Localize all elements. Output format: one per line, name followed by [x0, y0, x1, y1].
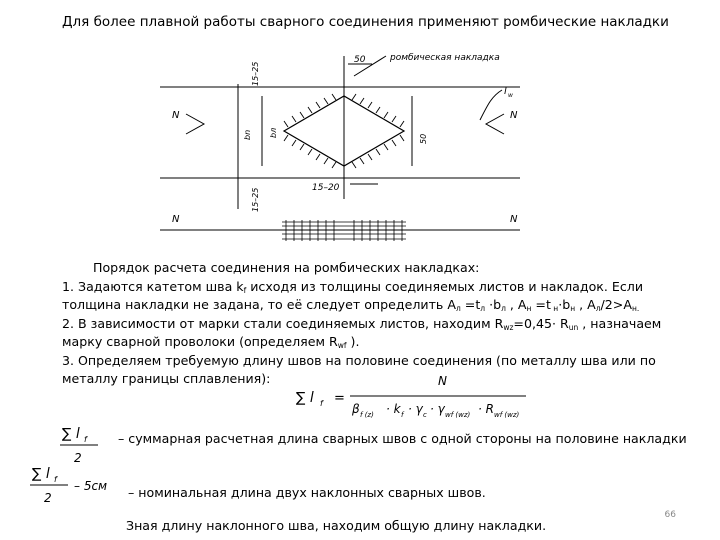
main-formula	[290, 370, 530, 420]
svg-text:· R: · R	[478, 402, 494, 416]
dim-bn: bn	[243, 129, 252, 140]
conclusion-text: Зная длину наклонного шва, находим общую длину накладки.	[126, 518, 547, 533]
svg-text:∑ l: ∑ l	[62, 426, 80, 442]
step-2-line-1: 2. В зависимости от марки стали соединяемых листов, находим $R_{wz}=0,45\cdot R_{un}$ , назначаем	[62, 316, 662, 332]
svg-text:wf (wz): wf (wz)	[494, 411, 520, 419]
force-label-left-upper: N	[172, 110, 180, 121]
svg-text:=: =	[334, 391, 345, 406]
dim-50-top: 50	[354, 55, 366, 65]
svg-text:f: f	[401, 411, 404, 419]
svg-text:wf (wz): wf (wz)	[445, 411, 471, 419]
step-2-line-2: марку сварной проволоки (определяем $R_{wf}$ ).	[62, 334, 360, 350]
force-arrow-right-upper	[486, 114, 504, 134]
svg-text:N: N	[438, 374, 447, 388]
svg-text:β: β	[352, 402, 360, 416]
svg-text:f: f	[320, 399, 323, 408]
weld-length-sub: w	[508, 92, 513, 99]
fraction-sum-half-minus	[28, 458, 128, 508]
svg-text:– 5см: – 5см	[74, 479, 108, 493]
svg-text:f: f	[84, 435, 87, 444]
svg-text:· γ: · γ	[408, 402, 423, 416]
step-1-line-1: 1. Задаются катетом шва $k_f$ исходя из толщины соединяемых листов и накладок. Если	[62, 279, 643, 295]
sum-description: – суммарная расчетная длина сварных швов с одной стороны на половине накладки	[118, 431, 687, 446]
svg-text:∑ l: ∑ l	[32, 466, 50, 482]
step-1-line-2: толщина накладки не задана, то её следует определить $A_л =t_л \cdot b_л$ , $A_н =t$ $_н\cdot b_н$ , $A_л/2>A_{н.}$	[62, 297, 640, 313]
svg-text:2: 2	[44, 491, 52, 505]
rhombic-plate-drawing	[150, 34, 540, 254]
force-label-right-upper: N	[510, 110, 518, 121]
dim-15-20: 15–20	[312, 183, 340, 193]
page-number: 66	[664, 510, 676, 520]
force-label-left-lower: N	[172, 214, 180, 225]
slide-title: Для более плавной работы сварного соединения применяют ромбические накладки	[62, 14, 669, 30]
step-3-line-2: металлу границы сплавления):	[62, 371, 271, 386]
svg-text:f: f	[54, 475, 57, 484]
nominal-description: – номинальная длина двух наклонных сварных швов.	[128, 485, 486, 500]
dim-bl: bл	[269, 127, 278, 138]
weld-length-label: l	[504, 86, 507, 97]
svg-text:∑ l: ∑ l	[296, 390, 314, 406]
dim-50-right: 50	[419, 133, 428, 144]
force-arrow-left-upper	[186, 114, 204, 134]
svg-text:c: c	[423, 411, 427, 419]
procedure-heading: Порядок расчета соединения на ромбических накладках:	[93, 260, 480, 275]
svg-text:· γ: · γ	[430, 402, 445, 416]
dim-15-25-top: 15–25	[251, 61, 260, 86]
svg-text:f (z): f (z)	[360, 411, 374, 419]
svg-text:· k: · k	[386, 402, 401, 416]
force-label-right-lower: N	[510, 214, 518, 225]
plate-label: ромбическая накладка	[390, 53, 500, 63]
dim-15-25-bottom: 15–25	[251, 187, 260, 212]
svg-text:2: 2	[74, 451, 82, 465]
step-3-line-1: 3. Определяем требуемую длину швов на половине соединения (по металлу шва или по	[62, 353, 656, 368]
